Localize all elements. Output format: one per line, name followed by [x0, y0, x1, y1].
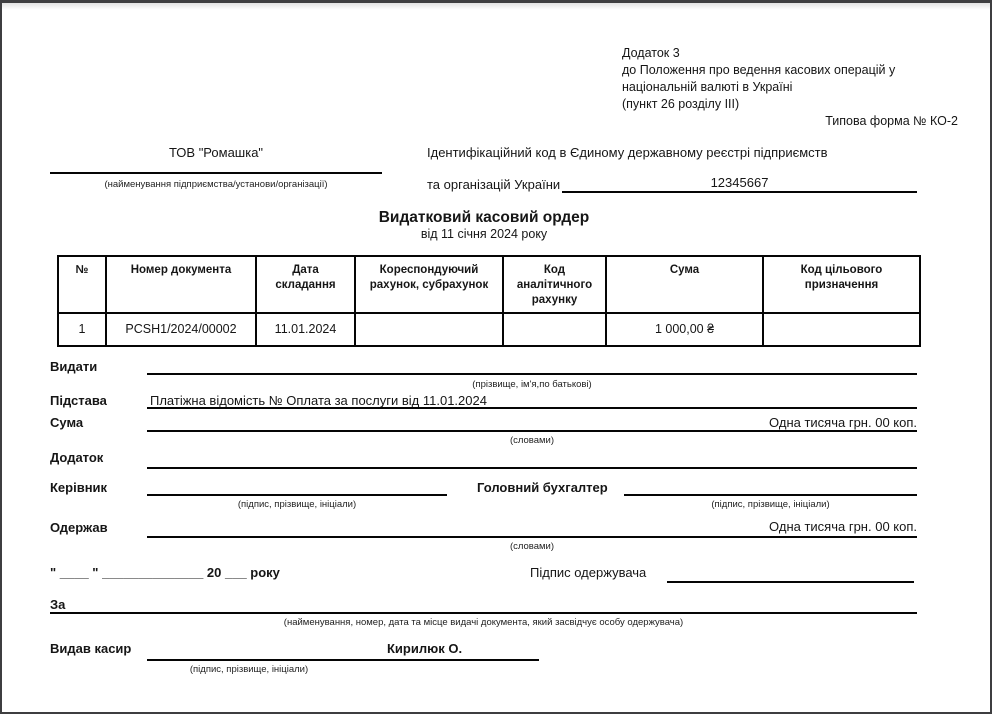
order-table-row	[58, 313, 920, 346]
issue-to-line	[147, 373, 917, 375]
cashier-name-value: Кирилюк О.	[387, 641, 463, 656]
company-name-caption: (найменування підприємства/установи/організації)	[104, 179, 328, 190]
received-in-words-value: Одна тисяча грн. 00 коп.	[769, 519, 917, 534]
sum-label: Сума	[50, 415, 84, 430]
basis-label: Підстава	[50, 393, 107, 408]
regulation-note-line-4: (пункт 26 розділу III)	[622, 97, 740, 111]
chief-accountant-signature-line	[624, 494, 917, 496]
cashier-signature-line	[147, 659, 539, 661]
cell-corresponding-account	[355, 313, 503, 346]
regulation-note-line-2: до Положення про ведення касових операцій у	[622, 63, 896, 77]
order-table	[57, 255, 921, 347]
registry-label-line-1: Ідентифікаційний код в Єдиному державному реєстрі підприємств	[427, 145, 828, 160]
director-signature-line	[147, 494, 447, 496]
cashier-caption: (підпис, прізвище, ініціали)	[189, 664, 309, 675]
sum-line	[147, 430, 917, 432]
col-header-analytic-code: Код аналітичного рахунку	[503, 256, 606, 313]
regulation-note	[622, 45, 895, 113]
document-subtitle: від 11 січня 2024 року	[420, 227, 548, 241]
order-table-header-row	[58, 256, 920, 313]
cell-date: 11.01.2024	[256, 313, 355, 346]
company-name: ТОВ "Ромашка"	[168, 145, 264, 160]
cell-sum: 1 000,00 ₴	[606, 313, 763, 346]
cashier-label: Видав касир	[50, 641, 132, 656]
col-header-corresponding-account: Кореспондуючий рахунок, субрахунок	[355, 256, 503, 313]
col-header-doc-number: Номер документа	[106, 256, 256, 313]
attachment-line	[147, 467, 917, 469]
per-document-line	[50, 612, 917, 614]
col-header-purpose-code: Код цільового призначення	[763, 256, 920, 313]
chief-accountant-caption: (підпис, прізвище, ініціали)	[711, 499, 830, 510]
received-caption: (словами)	[509, 541, 555, 552]
col-header-sum: Сума	[606, 256, 763, 313]
recipient-signature-label: Підпис одержувача	[530, 565, 647, 580]
cell-analytic-code	[503, 313, 606, 346]
col-header-number: №	[58, 256, 106, 313]
regulation-note-line-3: національній валюті в Україні	[622, 80, 793, 94]
issue-to-caption: (прізвище, ім'я,по батькові)	[472, 379, 592, 390]
cell-doc-number: PCSH1/2024/00002	[106, 313, 256, 346]
per-document-label: За	[50, 597, 66, 612]
registry-code-line	[562, 191, 917, 193]
director-label: Керівник	[50, 480, 108, 495]
director-caption: (підпис, прізвище, ініціали)	[237, 499, 357, 510]
basis-value: Платіжна відомість № Оплата за послуги від 11.01.2024	[150, 393, 487, 408]
company-name-line	[50, 172, 382, 174]
received-line	[147, 536, 917, 538]
cell-number: 1	[58, 313, 106, 346]
date-blank: " ____ " ______________ 20 ___ року	[50, 565, 280, 580]
col-header-date: Дата складання	[256, 256, 355, 313]
chief-accountant-label: Головний бухгалтер	[477, 480, 608, 495]
basis-line	[147, 407, 917, 409]
attachment-label: Додаток	[50, 450, 104, 465]
form-type-label: Типова форма № КО-2	[825, 114, 958, 128]
registry-code-value: 12345667	[710, 175, 769, 190]
sum-in-words-value: Одна тисяча грн. 00 коп.	[769, 415, 917, 430]
document-title: Видатковий касовий ордер	[378, 209, 590, 226]
registry-label-line-2: та організацій України	[427, 177, 561, 192]
received-label: Одержав	[50, 520, 108, 535]
recipient-signature-line	[667, 581, 914, 583]
sum-caption: (словами)	[509, 435, 555, 446]
regulation-note-line-1: Додаток 3	[622, 46, 680, 60]
cell-purpose-code	[763, 313, 920, 346]
issue-to-label: Видати	[50, 359, 98, 374]
per-document-caption: (найменування, номер, дата та місце видачі документа, який засвідчує особу одержувача)	[283, 617, 684, 628]
